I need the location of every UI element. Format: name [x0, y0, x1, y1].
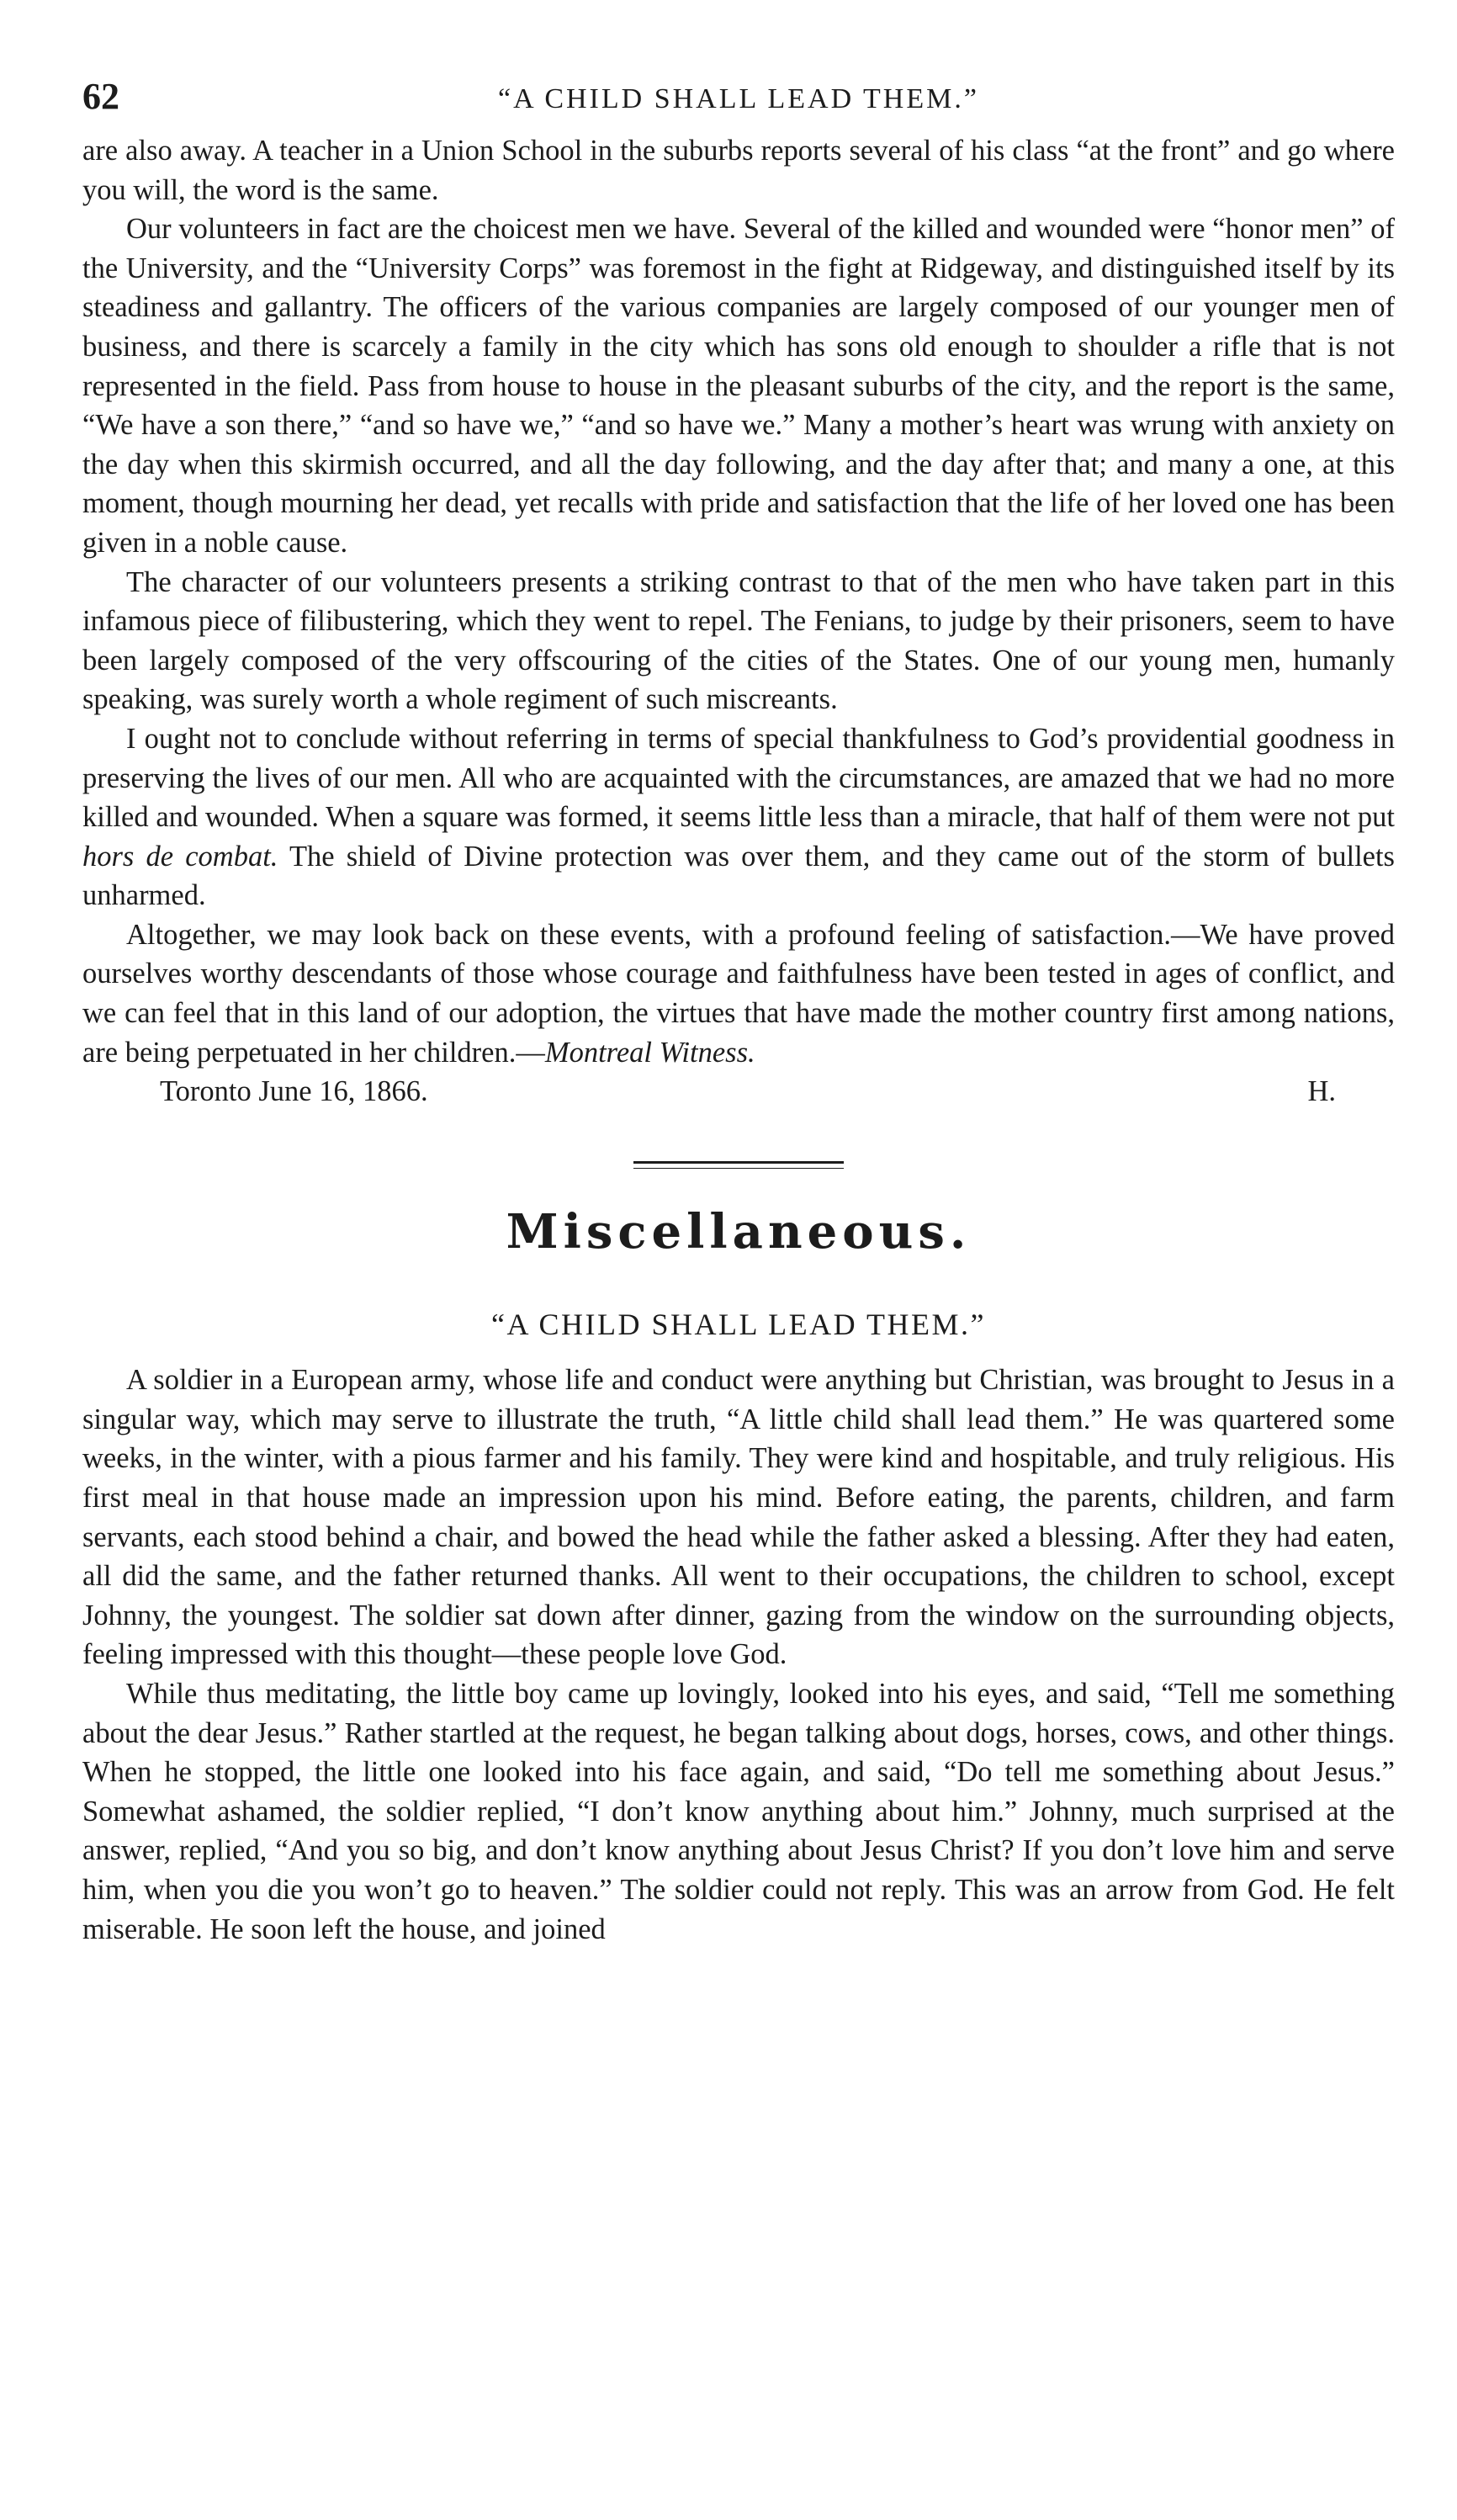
section-title: Miscellaneous. [506, 1204, 972, 1260]
letter-paragraph: Our volunteers in fact are the choicest men we have. Several of the killed and wounded were “honor men” of the University, and the “University Corps” was foremost in the fight at Ridgeway, and distinguished itself by its steadiness and gallantry. The officers of the various companies are largely composed of our younger men of business, and there is scarcely a family in the city which has sons old enough to shoulder a rifle that is not represented in the field. Pass from house to house in the pleasant suburbs of the city, and the report is the same, “We have a son there,” “and so have we,” “and so have we.” Many a mother’s heart was wrung with anxiety on the day when this skirmish occurred, and all the day following, and the day after that; and many a one, at this moment, though mourning her dead, yet recalls with pride and satisfaction that the life of her loved one has been given in a noble cause. [82, 213, 1395, 559]
date-line: Toronto June 16, 1866. [160, 1075, 428, 1108]
article-paragraph: A soldier in a European army, whose life and conduct were anything but Christian, was brought to Jesus in a singular way, which may serve to illustrate the truth, “A little child shall lead them.” He was quartered some weeks, in the winter, with a pious farmer and his family. They were kind and hospitable, and truly religious. His first meal in that house made an impression upon his mind. Before eating, the parents, children, and farm servants, each stood behind a chair, and bowed the head while the father asked a blessing. After they had eaten, all did the same, and the father returned thanks. All went to their occupations, the children to school, except Johnny, the youngest. The soldier sat down after dinner, gazing from the window on the surrounding objects, feeling impressed with this thought—these people love God. [82, 1364, 1395, 1671]
letter-signoff [82, 1072, 1395, 1112]
letter-paragraph [82, 915, 1395, 1072]
article-body [82, 1361, 1395, 1949]
author-initial: H. [1307, 1075, 1336, 1108]
letter-paragraph-text: Altogether, we may look back on these events, with a profound feeling of satisfaction.—We have proved ourselves worthy descendants of those whose courage and faithfulness have been tested in ages of conflict, and we can feel that in this land of our adoption, the virtues that have made the mother country first among nations, are being perpetuated in her children.— [82, 918, 1395, 1069]
source-citation: Montreal Witness. [544, 1036, 755, 1069]
letter-paragraph: are also away. A teacher in a Union School in the suburbs reports several of his class “at the front” and go where you will, the word is the same. [82, 135, 1395, 206]
running-head [82, 76, 1395, 126]
running-title: “A CHILD SHALL LEAD THEM.” [498, 83, 979, 114]
section-divider [633, 1161, 844, 1169]
article-paragraph: While thus meditating, the little boy came up lovingly, looked into his eyes, and said, “Tell me something about the dear Jesus.” Rather startled at the request, he began talking about dogs, horses, cows, and other things. When he stopped, the little one looked into his face again, and said, “Do tell me something about Jesus.” Somewhat ashamed, the soldier replied, “I don’t know anything about him.” Johnny, much surprised at the answer, replied, “And you so big, and don’t know anything about Jesus Christ? If you don’t love him and serve him, when you die you won’t go to heaven.” The soldier could not reply. This was an arrow from God. He felt miserable. He soon left the house, and joined [82, 1678, 1395, 1945]
hors-de-combat-phrase: hors de combat. [82, 840, 278, 873]
page-number: 62 [82, 76, 119, 117]
letter-paragraph [82, 719, 1395, 915]
letter-body [82, 131, 1395, 1112]
book-page [82, 76, 1395, 1949]
letter-paragraph-text: I ought not to conclude without referring in terms of special thankfulness to God’s providential goodness in preserving the lives of our men. All who are acquainted with the circumstances, are amazed that we had no more killed and wounded. When a square was formed, it seems little less than a miracle, that half of them were not put [82, 722, 1395, 834]
article-title: “A CHILD SHALL LEAD THEM.” [491, 1308, 986, 1342]
letter-paragraph: The character of our volunteers presents a striking contrast to that of the men who have taken part in this infamous piece of filibustering, which they went to repel. The Fenians, to judge by their prisoners, seem to have been largely composed of the very offscouring of the cities of the States. One of our young men, humanly speaking, was surely worth a whole regiment of such miscreants. [82, 565, 1395, 716]
letter-paragraph-continuation: The shield of Divine protection was over them, and they came out of the storm of bullets unharmed. [82, 840, 1395, 912]
